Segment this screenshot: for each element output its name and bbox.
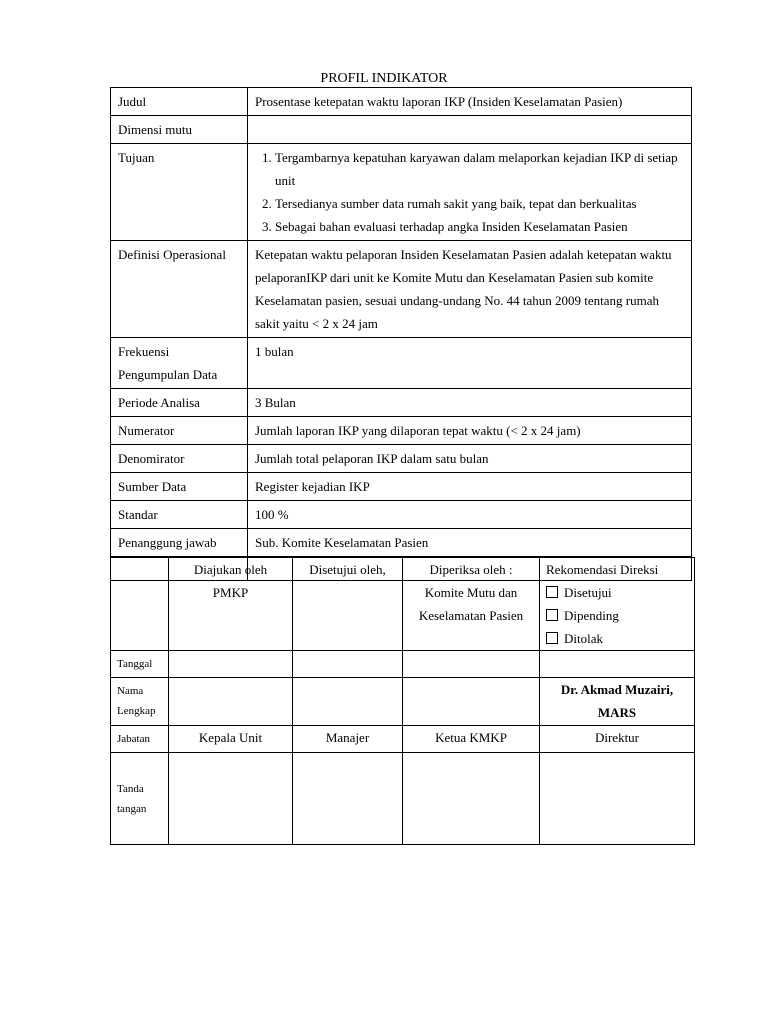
jabatan-direktur: Direktur [540,726,695,753]
value-periode: 3 Bulan [248,389,692,417]
value-dimensi [248,116,692,144]
list-item: 3. Sebagai bahan evaluasi terhadap angka Insiden Keselamatan Pasien [275,215,684,238]
label-numerator: Numerator [111,417,248,445]
indicator-profile-table [110,87,692,581]
label-nama-line1: Nama [117,685,144,697]
label-tanda-tangan [111,753,169,845]
row-judul [111,88,692,116]
label-penanggung: Penanggung jawab [111,529,248,557]
header-rekomendasi [540,558,695,651]
header-diperiksa-line2: Komite Mutu dan [424,585,518,600]
empty-cell [403,678,540,726]
empty-cell [403,651,540,678]
value-judul: Prosentase ketepatan waktu laporan IKP (Insiden Keselamatan Pasien) [248,88,692,116]
empty-cell [169,678,293,726]
signature-cell[interactable] [403,753,540,845]
value-penanggung: Sub. Komite Keselamatan Pasien [248,529,692,557]
row-numerator [111,417,692,445]
value-frekuensi: 1 bulan [248,338,692,389]
label-denominator: Denomirator [111,445,248,473]
row-frekuensi [111,338,692,389]
value-tujuan [248,144,692,241]
row-penanggung [111,529,692,557]
header-diperiksa-line3: Keselamatan Pasien [418,608,524,623]
value-standar: 100 % [248,501,692,529]
label-tanggal: Tanggal [111,651,169,678]
label-dimensi: Dimensi mutu [111,116,248,144]
header-disetujui: Disetujui oleh, [293,558,403,651]
option-disetujui[interactable]: Disetujui [546,581,688,604]
empty-cell [293,651,403,678]
checkbox-icon[interactable] [546,586,558,598]
list-item: 1. Tergambarnya kepatuhan karyawan dalam melaporkan kejadian IKP di setiap unit [275,146,684,192]
row-standar [111,501,692,529]
value-definisi: Ketepatan waktu pelaporan Insiden Keselamatan Pasien adalah ketepatan waktu pelaporanIKP dari unit ke Komite Mutu dan Keselamatan Pasien sub komite Keselamatan pasien, sesuai undang-undang No. 44 tahun 2009 tentang rumah sakit yaitu < 2 x 24 jam [248,241,692,338]
direktur-name [540,678,695,726]
row-denominator [111,445,692,473]
jabatan-kepala: Kepala Unit [169,726,293,753]
label-jabatan: Jabatan [111,726,169,753]
signature-cell[interactable] [293,753,403,845]
row-sumber [111,473,692,501]
checkbox-icon[interactable] [546,632,558,644]
empty-cell [169,651,293,678]
row-nama [111,678,695,726]
jabatan-manajer: Manajer [293,726,403,753]
row-tanda-tangan [111,753,695,845]
signature-cell[interactable] [540,753,695,845]
rekomendasi-title: Rekomendasi Direksi [546,562,659,577]
row-dimensi [111,116,692,144]
value-numerator: Jumlah laporan IKP yang dilaporan tepat waktu (< 2 x 24 jam) [248,417,692,445]
label-standar: Standar [111,501,248,529]
row-jabatan [111,726,695,753]
tujuan-list [255,146,684,238]
option-dipending[interactable]: Dipending [546,604,688,627]
header-diperiksa-line1: Diperiksa oleh : [429,562,513,577]
checkbox-icon[interactable] [546,609,558,621]
label-sumber: Sumber Data [111,473,248,501]
label-nama-line2: Lengkap [117,705,156,717]
label-definisi: Definisi Operasional [111,241,248,338]
label-periode: Periode Analisa [111,389,248,417]
jabatan-ketua: Ketua KMKP [403,726,540,753]
label-tujuan: Tujuan [111,144,248,241]
label-tanda-line1: Tanda [117,782,144,795]
row-periode [111,389,692,417]
header-diajukan [169,558,293,651]
label-frekuensi: Frekuensi Pengumpulan Data [111,338,248,389]
option-ditolak[interactable]: Ditolak [546,627,688,650]
empty-cell [293,678,403,726]
label-nama [111,678,169,726]
value-sumber: Register kejadian IKP [248,473,692,501]
header-diajukan-line2: PMKP [212,585,249,600]
approval-header-row [111,558,695,651]
header-diajukan-line1: Diajukan oleh [193,562,268,577]
label-tanda-line2: tangan [117,802,147,815]
header-diperiksa [403,558,540,651]
row-tujuan [111,144,692,241]
empty-cell [111,558,169,651]
row-definisi [111,241,692,338]
row-tanggal [111,651,695,678]
list-item: 2. Tersedianya sumber data rumah sakit yang baik, tepat dan berkualitas [275,192,684,215]
value-denominator: Jumlah total pelaporan IKP dalam satu bulan [248,445,692,473]
direktur-name-line2: MARS [597,705,637,720]
signature-cell[interactable] [169,753,293,845]
approval-table [110,557,695,845]
direktur-name-line1: Dr. Akmad Muzairi, [560,682,674,697]
page-title: PROFIL INDIKATOR [320,71,448,86]
empty-cell [540,651,695,678]
label-judul: Judul [111,88,248,116]
